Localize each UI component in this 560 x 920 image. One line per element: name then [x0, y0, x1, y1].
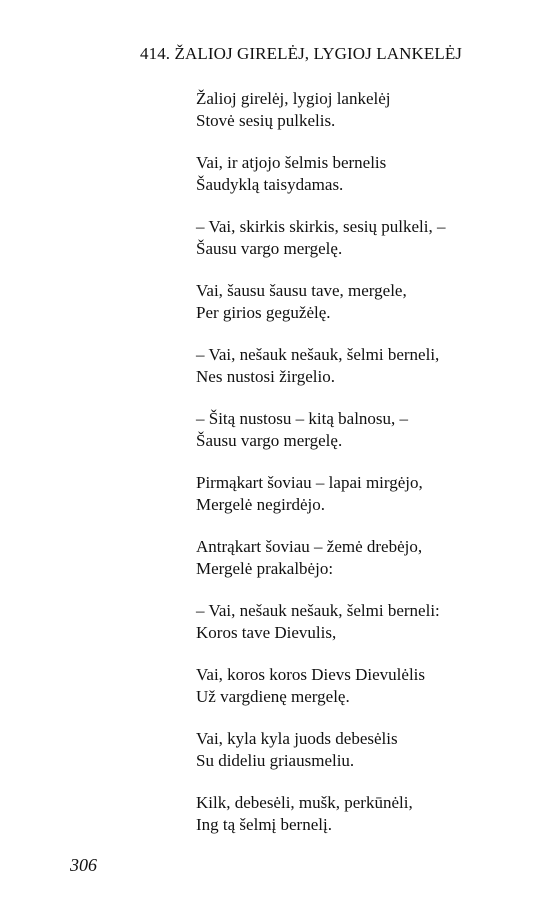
poem-line: Pirmąkart šoviau – lapai mirgėjo, — [196, 473, 423, 492]
poem-body — [196, 88, 496, 856]
poem-line: Su dideliu griausmeliu. — [196, 750, 355, 770]
poem-title: 414. ŽALIOJ GIRELĖJ, LYGIOJ LANKELĖJ — [140, 44, 463, 63]
stanza — [196, 344, 496, 387]
poem-line: – Šitą nustosu – kitą balnosu, – — [196, 409, 409, 428]
poem-line: – Vai, skirkis skirkis, sesių pulkeli, – — [196, 217, 446, 236]
stanza — [196, 152, 496, 195]
stanza — [196, 408, 496, 451]
poem-line: Vai, šausu šausu tave, mergele, — [196, 281, 407, 300]
poem-line: Koros tave Dievulis, — [196, 622, 337, 642]
stanza — [196, 280, 496, 323]
poem-line: – Vai, nešauk nešauk, šelmi berneli, — [196, 345, 440, 364]
poem-line: Vai, koros koros Dievs Dievulėlis — [196, 665, 426, 684]
stanza — [196, 88, 496, 131]
poem-line: – Vai, nešauk nešauk, šelmi berneli: — [196, 601, 440, 620]
stanza — [196, 600, 496, 643]
stanza — [196, 792, 496, 835]
poem-line: Žalioj girelėj, lygioj lankelėj — [196, 89, 391, 108]
poem-line: Vai, kyla kyla juods debesėlis — [196, 729, 398, 748]
poem-line: Nes nustosi žirgelio. — [196, 366, 335, 386]
poem-line: Šausu vargo mergelę. — [196, 430, 343, 450]
poem-line: Kilk, debesėli, mušk, perkūnėli, — [196, 793, 413, 812]
stanza — [196, 536, 496, 579]
stanza — [196, 728, 496, 771]
poem-line: Mergelė prakalbėjo: — [196, 558, 334, 578]
poem-line: Šaudyklą taisydamas. — [196, 174, 344, 194]
poem-line: Šausu vargo mergelę. — [196, 238, 343, 258]
poem-line: Vai, ir atjojo šelmis bernelis — [196, 153, 387, 172]
stanza — [196, 216, 496, 259]
poem-line: Mergelė negirdėjo. — [196, 494, 326, 514]
poem-line: Antrąkart šoviau – žemė drebėjo, — [196, 537, 423, 556]
stanza — [196, 472, 496, 515]
page-number: 306 — [70, 855, 97, 875]
poem-line: Per girios gegužėlę. — [196, 302, 331, 322]
poem-line: Už vargdienę mergelę. — [196, 686, 350, 706]
poem-line: Ing tą šelmį bernelį. — [196, 814, 332, 834]
stanza — [196, 664, 496, 707]
poem-line: Stovė sesių pulkelis. — [196, 110, 336, 130]
